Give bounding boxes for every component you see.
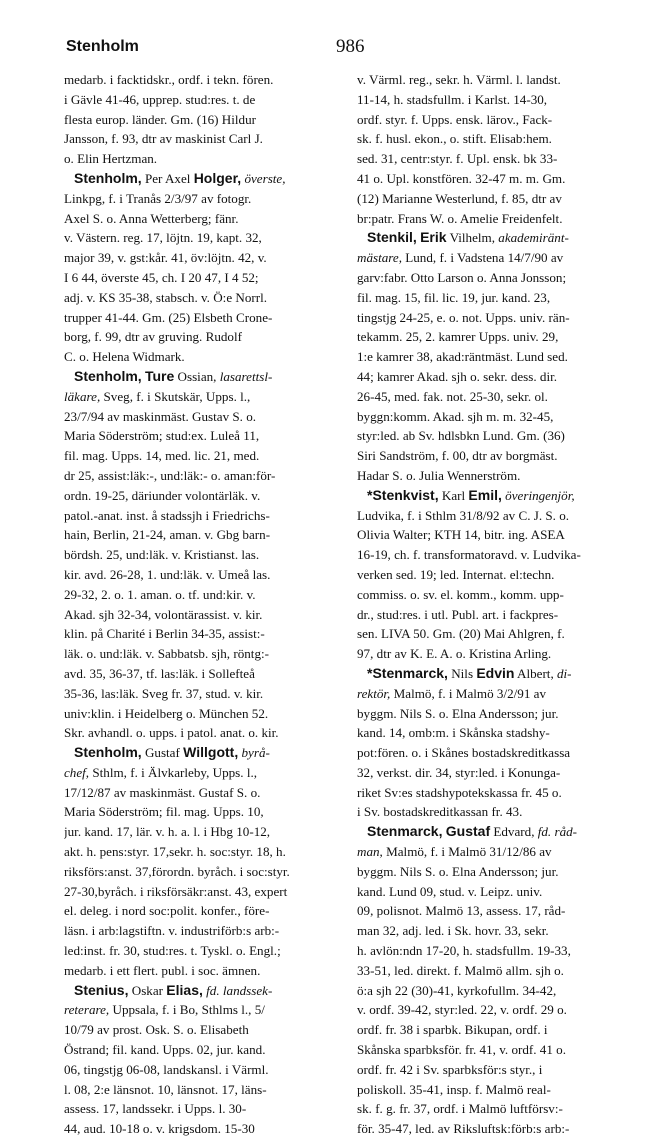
line-text: Nils (447, 665, 477, 681)
text-line (64, 347, 331, 367)
line-text: kir. avd. 26-28, 1. und:läk. v. Umeå las. (64, 566, 271, 582)
text-line (64, 862, 331, 882)
entry-name: Elias, (166, 981, 203, 998)
text-line (64, 209, 331, 229)
text-line (64, 901, 331, 921)
line-text: byggm. Nils S. o. Elna Andersson; jur. (357, 863, 559, 879)
entry-name: Stenmarck, (367, 823, 443, 840)
line-text: tekamm. 25, 2. kamrer Upps. univ. 29, (357, 329, 559, 345)
text-line (357, 525, 624, 545)
occupation-text: rektör, (357, 685, 391, 701)
text-line (64, 783, 331, 803)
text-line (357, 684, 624, 704)
text-line (357, 1080, 624, 1100)
line-text: 09, polisnot. Malmö 13, assess. 17, råd- (357, 903, 566, 919)
line-text: dr., stud:res. i utl. Publ. art. i fackpres- (357, 606, 559, 622)
text-line (64, 1000, 331, 1020)
text-line (357, 585, 624, 605)
text-line (357, 466, 624, 486)
line-text: 35-36, las:läk. Sveg fr. 37, stud. v. kir. (64, 685, 264, 701)
line-text: medarb. i facktidskr., ordf. i tekn. fören. (64, 72, 274, 87)
line-text: poliskoll. 35-41, insp. f. Malmö real- (357, 1081, 551, 1097)
entry-name: Ture (144, 367, 175, 384)
line-text: läsn. i arb:lagstiftn. v. industriförb:s arb:- (64, 923, 280, 939)
line-text: Skr. avhandl. o. upps. i patol. anat. o. kir. (64, 725, 279, 741)
text-line (357, 387, 624, 407)
entry-name: Stenholm, (74, 744, 142, 761)
occupation-text: byrå- (241, 745, 270, 761)
line-text: 32, verkst. dir. 34, styr:led. i Konunga- (357, 764, 561, 780)
line-text: Edvard, (490, 824, 538, 840)
text-line (64, 1020, 331, 1040)
line-text: sk. f. g. fr. 37, ordf. i Malmö luftförsv:- (357, 1101, 563, 1117)
occupation-text: läkare, (64, 388, 101, 404)
line-text: 10/79 av prost. Osk. S. o. Elisabeth (64, 1022, 249, 1038)
line-text: riksförs:anst. 37,förordn. byråch. i soc:styr. (64, 863, 290, 879)
line-text: h. avlön:ndn 17-20, h. stadsfullm. 19-33, (357, 943, 571, 959)
text-line (357, 169, 624, 189)
text-line (64, 288, 331, 308)
text-line (64, 110, 331, 130)
text-line (357, 1000, 624, 1020)
text-line (357, 347, 624, 367)
entry-name: Stenkil, (367, 229, 417, 246)
line-text: Hadar S. o. Julia Wennerström. (357, 467, 521, 483)
line-text: v. Värml. reg., sekr. h. Värml. l. landst. (357, 72, 561, 87)
text-line (64, 822, 331, 842)
line-text: byggn:komm. Akad. sjh m. m. 32-45, (357, 408, 554, 424)
text-line (64, 704, 331, 724)
text-line (357, 90, 624, 110)
line-text: el. deleg. i nord soc:polit. konfer., före- (64, 903, 270, 919)
line-text: sen. LIVA 50. Gm. (20) Mai Ahlgren, f. (357, 626, 565, 642)
text-line (64, 70, 331, 90)
line-text: C. o. Helena Widmark. (64, 349, 185, 365)
left-column (64, 70, 331, 1137)
text-line (64, 1099, 331, 1119)
text-line (64, 961, 331, 981)
text-line (357, 545, 624, 565)
line-text: 29-32, 2. o. 1. aman. o. tf. und:kir. v. (64, 586, 256, 602)
line-text: ordf. fr. 38 i sparbk. Bikupan, ordf. i (357, 1022, 548, 1038)
text-line (64, 189, 331, 209)
entry-name: Emil, (468, 486, 502, 503)
entry-heading-line (357, 822, 624, 842)
line-text: assess. 17, landssekr. i Upps. l. 30- (64, 1101, 247, 1117)
text-line (64, 684, 331, 704)
line-text: klin. på Charité i Berlin 34-35, assist:- (64, 626, 265, 642)
line-text: univ:klin. i Heidelberg o. München 52. (64, 705, 269, 721)
line-text: byggm. Nils S. o. Elna Andersson; jur. (357, 705, 559, 721)
line-text: Vilhelm, (446, 230, 499, 246)
line-text: Sthlm, f. i Älvkarleby, Upps. l., (89, 764, 257, 780)
line-text: Lund, f. i Vadstena 14/7/90 av (401, 250, 564, 266)
text-line (357, 288, 624, 308)
text-line (64, 1080, 331, 1100)
line-text: br:patr. Frans W. o. Amelie Freidenfelt. (357, 210, 563, 226)
line-text: Olivia Walter; KTH 14, bitr. ing. ASEA (357, 527, 565, 543)
text-line (64, 466, 331, 486)
line-text: o. Elin Hertzman. (64, 151, 158, 167)
line-text: för. 35-47, led. av Riksluftsk:förb:s arb:- (357, 1121, 570, 1137)
line-text: garv:fabr. Otto Larson o. Anna Jonsson; (357, 269, 567, 285)
line-text: 97, dtr av K. E. A. o. Kristina Arling. (357, 646, 552, 662)
text-line (64, 585, 331, 605)
line-text: jur. kand. 17, lär. v. h. a. l. i Hbg 10-12, (64, 824, 271, 840)
entry-heading-line (64, 981, 331, 1001)
occupation-text: fd. landssek- (206, 982, 273, 998)
text-line (357, 189, 624, 209)
text-line (64, 882, 331, 902)
line-text: trupper 41-44. Gm. (25) Elsbeth Crone- (64, 309, 273, 325)
text-line (357, 327, 624, 347)
text-line (64, 842, 331, 862)
text-line (64, 1040, 331, 1060)
line-text: patol.-anat. inst. å stadssjh i Friedrichs- (64, 507, 270, 523)
occupation-text: mästare, (357, 250, 402, 266)
text-line (64, 664, 331, 684)
entry-name: Edvin (476, 664, 515, 681)
line-text: verken sed. 19; led. Internat. el:techn. (357, 566, 555, 582)
line-text: kand. 14, omb:m. i Skånska stadshy- (357, 725, 550, 741)
occupation-text: fd. råd- (537, 824, 578, 840)
page-number: 986 (336, 36, 365, 57)
line-text: Östrand; fil. kand. Upps. 02, jur. kand. (64, 1042, 266, 1058)
text-line (357, 624, 624, 644)
text-line (357, 704, 624, 724)
entry-heading-line (357, 228, 624, 248)
line-text: commiss. o. sv. el. komm., komm. upp- (357, 586, 564, 602)
text-line (357, 862, 624, 882)
text-line (357, 763, 624, 783)
text-line (64, 327, 331, 347)
occupation-text: man, (357, 844, 383, 860)
line-text: kand. Lund 09, stud. v. Leipz. univ. (357, 883, 543, 899)
line-text: v. Västern. reg. 17, löjtn. 19, kapt. 32, (64, 230, 262, 246)
occupation-text: överingenjör, (505, 487, 575, 503)
text-line (64, 644, 331, 664)
text-line (357, 1099, 624, 1119)
line-text: I 6 44, överste 45, ch. I 20 47, I 4 52; (64, 269, 259, 285)
text-line (64, 605, 331, 625)
line-text: fil. mag. 15, fil. lic. 19, jur. kand. 23, (357, 289, 551, 305)
text-line (64, 248, 331, 268)
text-line (357, 961, 624, 981)
text-line (357, 248, 624, 268)
entry-name: Holger, (193, 169, 242, 186)
line-text: man 32, adj. led. i Sk. hovr. 33, sekr. (357, 923, 549, 939)
line-text: Per Axel (141, 170, 194, 186)
line-text: Maria Söderström; fil. mag. Upps. 10, (64, 804, 264, 820)
line-text: Oskar (128, 982, 167, 998)
line-text: Linkpg, f. i Tranås 2/3/97 av fotogr. (64, 190, 252, 206)
text-line (64, 90, 331, 110)
text-line (64, 426, 331, 446)
text-line (64, 149, 331, 169)
line-text: 16-19, ch. f. transformatoravd. v. Ludvika- (357, 547, 581, 563)
line-text: dr 25, assist:läk:-, und:läk:- o. aman:för- (64, 467, 276, 483)
text-line (64, 407, 331, 427)
line-text: sed. 31, centr:styr. f. Upl. ensk. bk 33- (357, 151, 558, 167)
line-text: 41 o. Upl. konstfören. 32-47 m. m. Gm. (357, 170, 566, 186)
line-text: ö:a sjh 22 (30)-41, kyrkofullm. 34-42, (357, 982, 557, 998)
line-text: 44, aud. 10-18 o. v. krigsdom. 15-30 (64, 1121, 255, 1137)
line-text: 06, tingstjg 06-08, landskansl. i Värml. (64, 1061, 269, 1077)
text-line (357, 149, 624, 169)
entry-heading-line (64, 169, 331, 189)
entry-heading-line (357, 664, 624, 684)
line-text: 17/12/87 av maskinmäst. Gustaf S. o. (64, 784, 261, 800)
running-head: Stenholm (66, 38, 139, 55)
occupation-text: lasarettsl- (219, 368, 273, 384)
text-line (64, 565, 331, 585)
line-text: tingstjg 24-25, e. o. not. Upps. univ. rän- (357, 309, 570, 325)
line-text: hain, Berlin, 21-24, aman. v. Gbg barn- (64, 527, 271, 543)
line-text: Ludvika, f. i Sthlm 31/8/92 av C. J. S. o. (357, 507, 570, 523)
text-line (357, 941, 624, 961)
text-line (357, 1119, 624, 1139)
line-text: Akad. sjh 32-34, volontärassist. v. kir. (64, 606, 263, 622)
text-line (64, 1119, 331, 1139)
text-line (64, 723, 331, 743)
line-text: 23/7/94 av maskinmäst. Gustav S. o. (64, 408, 257, 424)
text-line (357, 506, 624, 526)
line-text: Albert, (514, 665, 557, 681)
occupation-text: di- (557, 665, 572, 681)
line-text: medarb. i ett flert. publ. i soc. ämnen. (64, 962, 261, 978)
line-text: Siri Sandström, f. 00, dtr av borgmäst. (357, 448, 558, 464)
text-line (357, 901, 624, 921)
text-line (357, 921, 624, 941)
text-line (357, 981, 624, 1001)
text-line (357, 605, 624, 625)
text-line (357, 407, 624, 427)
entry-name: *Stenkvist, (367, 486, 439, 503)
line-text: fil. mag. Upps. 14, med. lic. 21, med. (64, 448, 260, 464)
line-text: avd. 35, 36-37, tf. las:läk. i Sollefteå (64, 665, 255, 681)
entry-name: Erik (420, 229, 447, 246)
text-line (64, 921, 331, 941)
entry-name: *Stenmarck, (367, 664, 448, 681)
text-line (357, 1040, 624, 1060)
text-line (357, 110, 624, 130)
line-text: Sveg, f. i Skutskär, Upps. l., (100, 388, 251, 404)
occupation-text: akademiränt- (498, 230, 569, 246)
entry-heading-line (64, 743, 331, 763)
line-text: adj. v. KS 35-38, stabsch. v. Ö:e Norrl. (64, 289, 268, 305)
line-text: 1:e kamrer 38, akad:räntmäst. Lund sed. (357, 349, 568, 365)
line-text: 11-14, h. stadsfullm. i Karlst. 14-30, (357, 91, 548, 107)
line-text: led:inst. fr. 30, stud:res. t. Tyskl. o. Engl.; (64, 943, 281, 959)
line-text: sk. f. husl. ekon., o. stift. Elisab:hem. (357, 131, 552, 147)
line-text: 27-30,byråch. i riksförsäkr:anst. 43, expert (64, 883, 288, 899)
text-columns (64, 70, 624, 1137)
line-text: major 39, v. gst:kår. 41, öv:löjtn. 42, v. (64, 250, 267, 266)
entry-name: Gustaf (445, 823, 491, 840)
entry-heading-line (357, 486, 624, 506)
occupation-text: chef, (64, 764, 90, 780)
text-line (357, 743, 624, 763)
line-text: pot:fören. o. i Skånes bostadskreditkassa (357, 745, 571, 761)
line-text: borg, f. 99, dtr av gruving. Rudolf (64, 329, 242, 345)
line-text: Gustaf (141, 745, 184, 761)
line-text: ordf. fr. 42 i Sv. sparbksför:s styr., i (357, 1061, 543, 1077)
text-line (64, 941, 331, 961)
text-line (64, 1060, 331, 1080)
right-column (357, 70, 624, 1137)
occupation-text: överste, (244, 170, 286, 186)
text-line (357, 268, 624, 288)
line-text: läk. o. und:läk. v. Sabbatsb. sjh, röntg:- (64, 646, 269, 662)
text-line (357, 308, 624, 328)
line-text: i Sv. bostadskreditkassan fr. 43. (357, 804, 523, 820)
occupation-text: reterare, (64, 1002, 110, 1018)
line-text: Ossian, (174, 368, 220, 384)
text-line (357, 723, 624, 743)
line-text: Skånska sparbksför. fr. 41, v. ordf. 41 o. (357, 1042, 566, 1058)
text-line (357, 1020, 624, 1040)
entry-heading-line (64, 367, 331, 387)
text-line (357, 644, 624, 664)
entry-name: Willgott, (183, 744, 239, 761)
text-line (357, 1060, 624, 1080)
text-line (357, 783, 624, 803)
text-line (357, 802, 624, 822)
entry-name: Stenholm, (74, 367, 142, 384)
entry-name: Stenholm, (74, 169, 142, 186)
text-line (357, 367, 624, 387)
text-line (64, 802, 331, 822)
line-text: 26-45, med. fak. not. 25-30, sekr. ol. (357, 388, 548, 404)
line-text: akt. h. pens:styr. 17,sekr. h. soc:styr. 18, h. (64, 844, 286, 860)
text-line (357, 426, 624, 446)
line-text: 33-51, led. direkt. f. Malmö allm. sjh o. (357, 962, 564, 978)
line-text: Uppsala, f. i Bo, Sthlms l., 5/ (109, 1002, 265, 1018)
line-text: Malmö, f. i Malmö 31/12/86 av (382, 844, 552, 860)
text-line (64, 308, 331, 328)
text-line (64, 387, 331, 407)
text-line (357, 129, 624, 149)
line-text: Malmö, f. i Malmö 3/2/91 av (390, 685, 546, 701)
line-text: Maria Söderström; stud:ex. Luleå 11, (64, 428, 260, 444)
line-text: Jansson, f. 93, dtr av maskinist Carl J. (64, 131, 263, 147)
text-line (357, 882, 624, 902)
text-line (357, 209, 624, 229)
text-line (64, 446, 331, 466)
line-text: ordf. styr. f. Upps. ensk. lärov., Fack- (357, 111, 553, 127)
line-text: styr:led. ab Sv. hdlsbkn Lund. Gm. (36) (357, 428, 565, 444)
line-text: riket Sv:es stadshypotekskassa fr. 45 o. (357, 784, 562, 800)
line-text: 44; kamrer Akad. sjh o. sekr. dess. dir. (357, 368, 558, 384)
text-line (64, 763, 331, 783)
text-line (64, 268, 331, 288)
text-line (64, 545, 331, 565)
text-line (64, 486, 331, 506)
page-header (66, 38, 621, 64)
text-line (357, 446, 624, 466)
entry-name: Stenius, (74, 981, 129, 998)
text-line (357, 842, 624, 862)
line-text: Axel S. o. Anna Wetterberg; fänr. (64, 210, 239, 226)
text-line (64, 506, 331, 526)
line-text: (12) Marianne Westerlund, f. 85, dtr av (357, 190, 562, 206)
line-text: bördsh. 25, und:läk. v. Kristianst. las. (64, 547, 260, 563)
line-text: v. ordf. 39-42, styr:led. 22, v. ordf. 29 o. (357, 1002, 567, 1018)
text-line (357, 565, 624, 585)
text-line (64, 525, 331, 545)
line-text: l. 08, 2:e länsnot. 10, länsnot. 17, läns- (64, 1081, 267, 1097)
line-text: flesta europ. länder. Gm. (16) Hildur (64, 111, 256, 127)
line-text: ordn. 19-25, däriunder volontärläk. v. (64, 487, 261, 503)
text-line (64, 228, 331, 248)
text-line (64, 129, 331, 149)
line-text: i Gävle 41-46, upprep. stud:res. t. de (64, 91, 256, 107)
text-line (357, 70, 624, 90)
text-line (64, 624, 331, 644)
line-text: Karl (438, 487, 469, 503)
